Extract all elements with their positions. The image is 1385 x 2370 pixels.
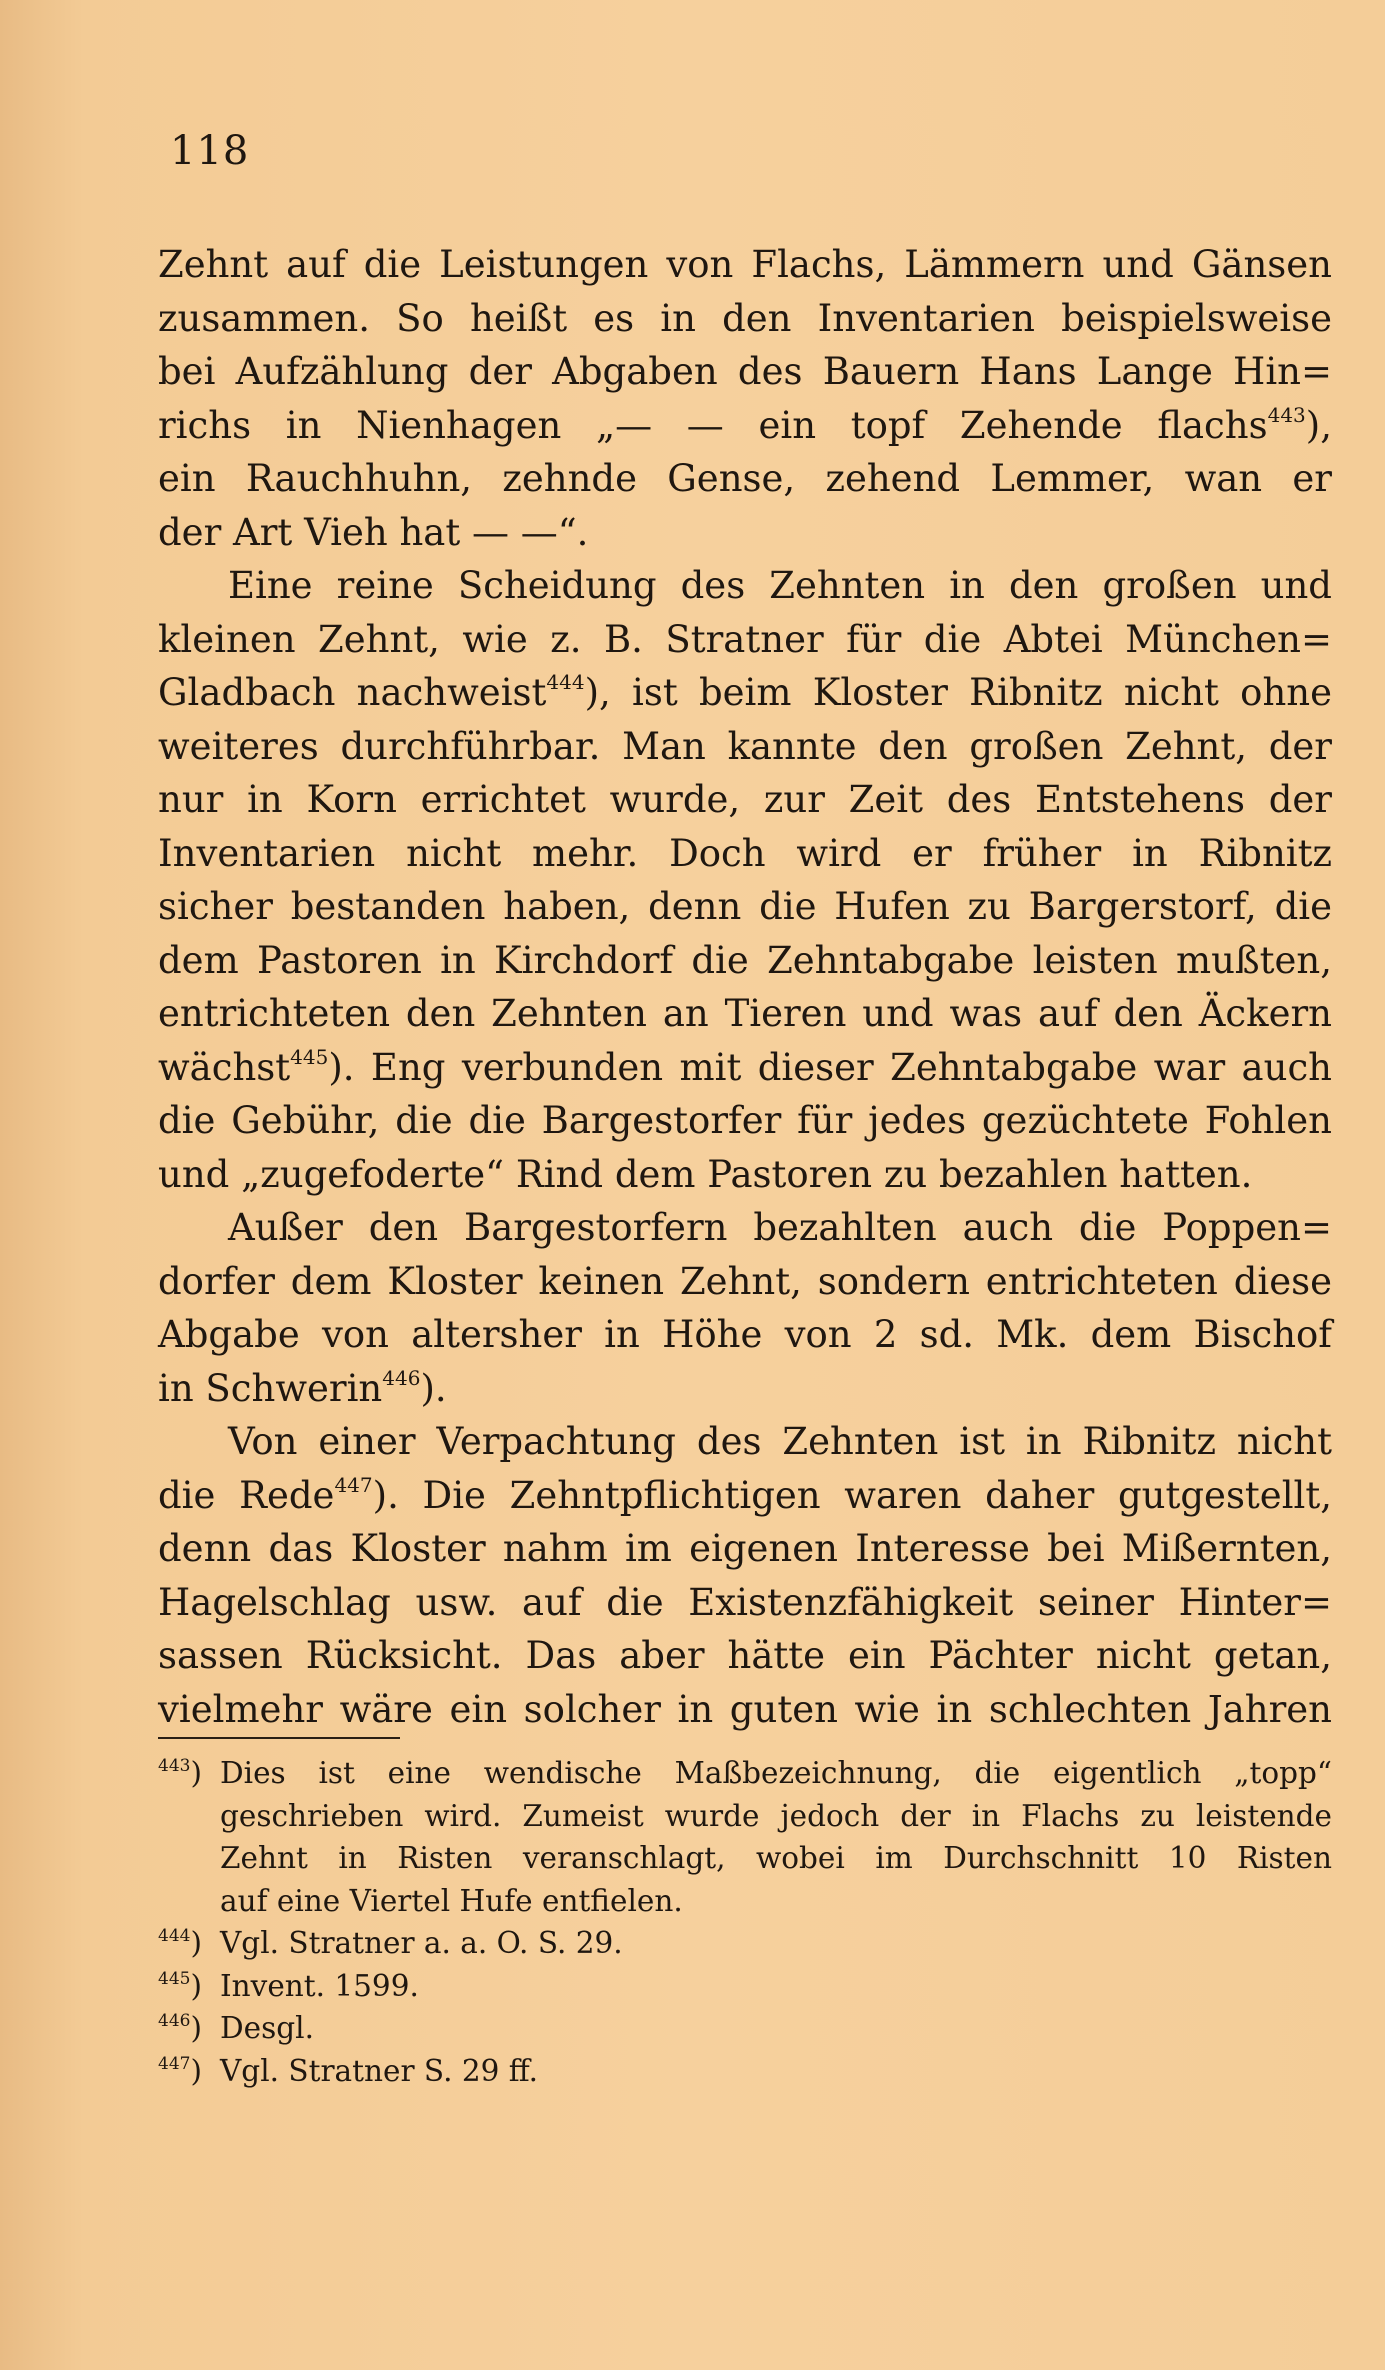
text-run: in Schwerin — [158, 1366, 383, 1410]
footnote-number: $^{445}$) — [158, 1968, 202, 2003]
footnote-text: Dies ist eine wendische Maßbezeichnung, die eigentlich „topp“ — [220, 1756, 1332, 1790]
text-line — [158, 827, 1332, 881]
footnote-number: $^{447}$) — [158, 2053, 202, 2088]
footnote-ref: 445 — [290, 1044, 329, 1069]
footnote-number: $^{446}$) — [158, 2011, 202, 2045]
footnote-line — [158, 2050, 1332, 2093]
footnote-number-text: 445 — [158, 1968, 191, 1989]
footnote-line — [158, 1795, 1332, 1838]
text-line — [158, 238, 1332, 292]
footnote-text: auf eine Viertel Hufe entfielen. — [220, 1883, 683, 1918]
text-run: bei Aufzählung der Abgaben des Bauern Hans Lange Hin= — [158, 350, 1332, 393]
footnote-ref: 447 — [334, 1472, 373, 1497]
footnotes — [158, 1752, 1332, 2092]
body-text — [158, 238, 1332, 1736]
text-run: die Gebühr, die die Bargestorfer für jedes gezüchtete Fohlen — [158, 1099, 1332, 1142]
text-line — [158, 1255, 1332, 1309]
footnote-text: Vgl. Stratner S. 29 ff. — [220, 2053, 539, 2088]
text-run: sassen Rücksicht. Das aber hätte ein Pächter nicht getan, — [158, 1634, 1332, 1677]
text-run: Zehnt auf die Leistungen von Flachs, Lämmern und Gänsen — [158, 243, 1332, 286]
text-run: ein Rauchhuhn, zehnde Gense, zehend Lemmer, wan er — [158, 457, 1332, 500]
text-run: die Rede — [158, 1473, 335, 1517]
text-line — [158, 880, 1332, 934]
text-run: nur in Korn errichtet wurde, zur Zeit des Entstehens der — [158, 778, 1332, 821]
footnote-text: Invent. 1599. — [220, 1968, 419, 2003]
text-line — [158, 987, 1332, 1041]
footnote-text: Vgl. Stratner a. a. O. S. 29. — [220, 1926, 623, 1960]
text-line — [158, 613, 1332, 667]
text-line — [158, 1522, 1332, 1576]
text-line — [158, 934, 1332, 988]
text-run: richs in Nienhagen „— — ein topf Zehende flachs — [158, 403, 1268, 447]
text-run: Außer den Bargestorfern bezahlten auch die Poppen= — [228, 1206, 1332, 1249]
text-line — [158, 506, 1332, 560]
text-line — [158, 1201, 1332, 1255]
text-line — [158, 345, 1332, 399]
text-run: weiteres durchführbar. Man kannte den großen Zehnt, der — [158, 724, 1332, 768]
footnote-number-text: 446 — [158, 2011, 191, 2031]
text-run: und „zugefoderte“ Rind dem Pastoren zu bezahlen hatten. — [158, 1152, 1253, 1196]
footnote-number: $^{443}$) — [158, 1756, 202, 1790]
footnote-divider — [158, 1737, 400, 1739]
text-run: Hagelschlag usw. auf die Existenzfähigkeit seiner Hinter= — [158, 1580, 1332, 1624]
text-line — [158, 452, 1332, 506]
text-run: Eine reine Scheidung des Zehnten in den großen und — [228, 564, 1332, 607]
footnote-line — [158, 1922, 1332, 1965]
text-line — [158, 1094, 1332, 1148]
text-line — [158, 1683, 1332, 1737]
text-run: wächst — [158, 1045, 291, 1089]
text-line — [158, 720, 1332, 774]
footnote-ref: 443 — [1267, 402, 1306, 427]
footnote-number-text: 444 — [158, 1926, 191, 1946]
text-line — [158, 1576, 1332, 1630]
text-run: der Art Vieh hat — —“. — [158, 510, 589, 554]
text-line — [158, 1469, 1332, 1523]
footnote-ref: 446 — [382, 1365, 421, 1390]
text-line — [158, 1148, 1332, 1202]
footnote-text: geschrieben wird. Zumeist wurde jedoch der in Flachs zu leistende — [220, 1798, 1332, 1833]
footnote-line — [158, 2007, 1332, 2050]
footnote-number-text: 447 — [158, 2053, 191, 2074]
text-run: kleinen Zehnt, wie z. B. Stratner für die Abtei München= — [158, 617, 1332, 661]
text-run: ). Die Zehntpflichtigen waren daher gutgestellt, — [372, 1473, 1332, 1517]
text-line — [158, 399, 1332, 453]
text-line — [158, 1362, 1332, 1416]
footnote-text: Zehnt in Risten veranschlagt, wobei im Durchschnitt 10 Risten — [220, 1841, 1332, 1875]
text-line — [158, 1629, 1332, 1683]
text-run: Abgabe von altersher in Höhe von 2 sd. Mk. dem Bischof — [158, 1313, 1332, 1356]
text-run: Gladbach nachweist — [158, 671, 547, 714]
text-line — [158, 1415, 1332, 1469]
text-run: sicher bestanden haben, denn die Hufen zu Bargerstorf, die — [158, 885, 1332, 928]
text-line — [158, 773, 1332, 827]
text-run: dorfer dem Kloster keinen Zehnt, sondern entrichteten diese — [158, 1259, 1332, 1303]
footnote-number-text: 443 — [158, 1756, 191, 1776]
text-run: zusammen. So heißt es in den Inventarien beispielsweise — [158, 296, 1332, 340]
footnote-line — [158, 1880, 1332, 1923]
footnote-ref: 444 — [546, 670, 585, 694]
text-line — [158, 292, 1332, 346]
text-run: entrichteten den Zehnten an Tieren und was auf den Äckern — [158, 992, 1332, 1035]
text-run: Inventarien nicht mehr. Doch wird er früher in Ribnitz — [158, 831, 1332, 875]
text-run: denn das Kloster nahm im eigenen Interesse bei Mißernten, — [158, 1527, 1332, 1570]
page-number: 118 — [170, 128, 250, 174]
text-line — [158, 559, 1332, 613]
text-run: ). Eng verbunden mit dieser Zehntabgabe war auch — [328, 1045, 1332, 1089]
text-run: vielmehr wäre ein solcher in guten wie in schlechten Jahren — [158, 1687, 1332, 1731]
footnote-line — [158, 1837, 1332, 1880]
text-run: dem Pastoren in Kirchdorf die Zehntabgabe leisten mußten, — [158, 938, 1332, 982]
text-run: Von einer Verpachtung des Zehnten ist in Ribnitz nicht — [228, 1420, 1332, 1463]
text-line — [158, 1308, 1332, 1362]
footnote-text: Desgl. — [220, 2011, 314, 2045]
text-line — [158, 1041, 1332, 1095]
footnote-number: $^{444}$) — [158, 1926, 202, 1960]
text-run: ), — [1305, 403, 1332, 447]
footnote-line — [158, 1752, 1332, 1795]
footnote-line — [158, 1965, 1332, 2008]
text-line — [158, 666, 1332, 720]
text-run: ). — [420, 1366, 447, 1410]
text-run: ), ist beim Kloster Ribnitz nicht ohne — [584, 671, 1332, 714]
